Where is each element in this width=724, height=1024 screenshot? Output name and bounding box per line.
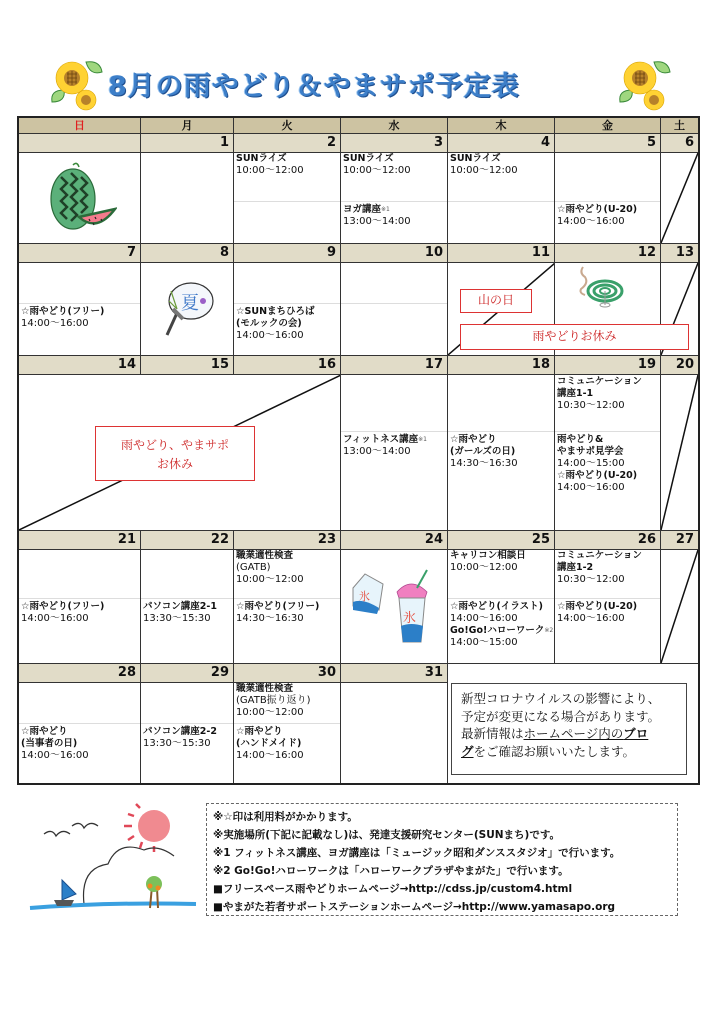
day-cell [234, 153, 341, 243]
day-cell [341, 153, 448, 243]
day-cell [448, 375, 555, 530]
day-cell [341, 550, 448, 663]
weekday-wed: 水 [341, 118, 448, 135]
event: ☆雨やどり(フリー) 14:00〜16:00 [21, 306, 105, 329]
event: コミュニケーション 講座1-2 10:30〜12:00 [557, 550, 642, 585]
weekday-fri: 金 [555, 118, 661, 135]
weekday-mon: 月 [141, 118, 234, 135]
day-cell [448, 550, 555, 663]
event: 職業適性検査 (GATB振り返り) 10:00〜12:00 [236, 683, 311, 718]
date-cell: 5 [555, 133, 661, 153]
date-cell: 17 [341, 355, 448, 375]
day-cell [448, 153, 555, 243]
beach-illustration [24, 800, 200, 918]
date-cell: 24 [341, 530, 448, 550]
date-cell: 27 [661, 530, 698, 550]
blog-link[interactable]: ブロ [623, 726, 649, 741]
day-cell-closed [661, 375, 698, 530]
day-cell [19, 263, 141, 355]
shaved-ice-icon [349, 568, 439, 648]
date-cell: 13 [661, 243, 698, 263]
day-cell [19, 683, 141, 783]
date-cell: 18 [448, 355, 555, 375]
weekday-sun: 日 [19, 118, 141, 135]
event: ☆雨やどり(フリー) 14:30〜16:30 [236, 601, 320, 624]
date-cell: 30 [234, 663, 341, 683]
date-cell: 11 [448, 243, 555, 263]
event: パソコン講座2-1 13:30〜15:30 [143, 601, 217, 624]
date-cell: 7 [19, 243, 141, 263]
closed-slash [661, 153, 698, 243]
date-cell: 25 [448, 530, 555, 550]
day-cell [555, 375, 661, 530]
closed-label: 雨やどりお休み [460, 324, 689, 350]
event: ☆雨やどり(U-20) 14:00〜16:00 [557, 204, 638, 227]
note-fee: ※☆印は利用料がかかります。 [213, 811, 358, 823]
date-cell: 2 [234, 133, 341, 153]
note-2: ※2 Go!Go!ハローワークは「ハローワークプラザやまがた」で行います。 [213, 865, 569, 877]
event: ☆雨やどり (当事者の日) 14:00〜16:00 [21, 726, 89, 761]
day-cell-closed [661, 550, 698, 663]
closed-slash [661, 375, 698, 530]
date-cell: 19 [555, 355, 661, 375]
weekday-thu: 木 [448, 118, 555, 135]
closed-slash [661, 550, 698, 663]
homepage-link[interactable]: ホームページ内の [523, 726, 624, 741]
link-yamasapo[interactable]: ■やまがた若者サポートステーションホームページ→http://www.yamasapo.org [213, 901, 616, 913]
day-cell [341, 263, 448, 355]
event: SUNライズ 10:00〜12:00 [236, 153, 304, 176]
day-cell [555, 153, 661, 243]
seagull-icon [72, 823, 98, 828]
date-cell: 21 [19, 530, 141, 550]
watermelon-icon [47, 161, 117, 237]
date-cell: 10 [341, 243, 448, 263]
event: SUNライズ 10:00〜12:00 [343, 153, 411, 176]
day-cell-closed-span [19, 375, 341, 530]
day-cell [141, 153, 234, 243]
seagull-icon [44, 831, 70, 836]
footnotes-box [206, 803, 678, 916]
event: キャリコン相談日 10:00〜12:00 [450, 550, 526, 573]
closed-label: 雨やどり、やまサポ お休み [95, 426, 255, 481]
date-cell: 29 [141, 663, 234, 683]
note-1: ※1 フィットネス講座、ヨガ講座は「ミュージック昭和ダンススタジオ」で行います。 [213, 847, 621, 859]
sunflower-icon [616, 56, 676, 116]
day-cell [141, 683, 234, 783]
event: ☆SUNまちひろば (モルックの会) 14:00〜16:00 [236, 306, 315, 341]
date-cell: 20 [661, 355, 698, 375]
blog-link[interactable]: グ [461, 743, 474, 759]
sunflower-icon [48, 56, 108, 116]
day-cell [341, 375, 448, 530]
date-cell: 15 [141, 355, 234, 375]
date-cell: 31 [341, 663, 448, 683]
day-cell [141, 550, 234, 663]
weekday-tue: 火 [234, 118, 341, 135]
day-cell-closed [661, 153, 698, 243]
svg-text:夏: 夏 [181, 293, 199, 314]
weekday-sat: 土 [661, 118, 698, 135]
date-cell: 9 [234, 243, 341, 263]
day-cell [141, 263, 234, 355]
date-cell: 26 [555, 530, 661, 550]
svg-text:氷: 氷 [403, 611, 417, 626]
sun-icon [138, 810, 170, 842]
day-cell [19, 550, 141, 663]
event: ☆雨やどり (ガールズの日) 14:30〜16:30 [450, 434, 518, 469]
event: ☆雨やどり(U-20) 14:00〜16:00 [557, 601, 638, 624]
date-cell [19, 133, 141, 153]
date-cell: 4 [448, 133, 555, 153]
date-cell: 8 [141, 243, 234, 263]
date-cell: 3 [341, 133, 448, 153]
uchiwa-fan-icon [159, 279, 215, 341]
svg-text:氷: 氷 [359, 590, 370, 603]
event: ☆雨やどり(フリー) 14:00〜16:00 [21, 601, 105, 624]
covid-notice: 新型コロナウイルスの影響により、 予定が変更になる場合があります。 最新情報はホームページ内のブロ グをご確認お願いいたします。 [451, 683, 687, 775]
date-cell: 16 [234, 355, 341, 375]
link-amayadori[interactable]: ■フリースペース雨やどりホームページ→http://cdss.jp/custom4.html [213, 883, 573, 895]
date-cell: 14 [19, 355, 141, 375]
page-title: 8月の雨やどり＆やまサポ予定表 [108, 71, 520, 102]
event: コミュニケーション 講座1-1 10:30〜12:00 [557, 376, 642, 411]
event: ☆雨やどり (ハンドメイド) 14:00〜16:00 [236, 726, 304, 761]
date-cell: 6 [661, 133, 698, 153]
date-cell: 12 [555, 243, 661, 263]
day-cell [555, 550, 661, 663]
event: フィットネス講座$^{※1}$ 13:00〜14:00 [343, 434, 428, 457]
date-cell: 1 [141, 133, 234, 153]
event: ☆雨やどり(イラスト) 14:00〜16:00 Go!Go!ハローワーク$^{※2}$ 14:00〜15:00 [450, 601, 554, 648]
event: 雨やどり& やまサポ見学会 14:00〜15:00 ☆雨やどり(U-20) 14:00〜16:00 [557, 434, 638, 493]
day-cell [234, 263, 341, 355]
event: SUNライズ 10:00〜12:00 [450, 153, 518, 176]
day-cell [341, 683, 448, 783]
day-cell [19, 153, 141, 243]
day-cell [234, 550, 341, 663]
date-cell: 22 [141, 530, 234, 550]
event: パソコン講座2-2 13:30〜15:30 [143, 726, 217, 749]
note-location: ※実施場所(下記に記載なし)は、発達支援研究センター(SUNまち)です。 [213, 829, 561, 841]
mosquito-coil-icon [575, 265, 625, 309]
event: ヨガ講座$^{※1}$ 13:00〜14:00 [343, 204, 411, 227]
date-cell: 28 [19, 663, 141, 683]
event: 職業適性検査 (GATB) 10:00〜12:00 [236, 550, 304, 585]
date-cell: 23 [234, 530, 341, 550]
holiday-label: 山の日 [460, 289, 532, 313]
day-cell [234, 683, 341, 783]
